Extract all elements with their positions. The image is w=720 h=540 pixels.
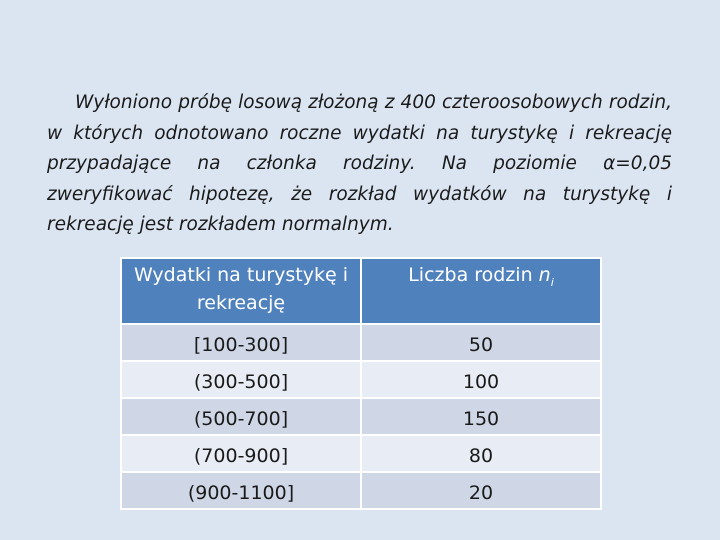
range-cell: [100-300]	[121, 324, 361, 361]
count-cell: 80	[361, 435, 601, 472]
header-subscript-i: i	[550, 275, 554, 289]
count-cell: 50	[361, 324, 601, 361]
problem-statement: Wyłoniono próbę losową złożoną z 400 czteroosobowych rodzin, w których odnotowano roczne wydatki na turystykę i rekreację przypadające na członka rodziny. Na poziomie α=0,05 zweryfikować hipotezę, że rozkład wydatków na turystykę i rekreację jest rozkładem normalnym.	[47, 92, 672, 236]
table-row	[121, 472, 601, 509]
expenditure-table	[120, 257, 602, 510]
table-row	[121, 361, 601, 398]
range-cell: (900-1100]	[121, 472, 361, 509]
header-expenditure: Wydatki na turystykę i rekreację	[121, 258, 361, 324]
count-cell: 20	[361, 472, 601, 509]
header-family-count-label: Liczba rodzin	[408, 264, 539, 286]
count-cell: 150	[361, 398, 601, 435]
table-row	[121, 398, 601, 435]
range-cell: (300-500]	[121, 361, 361, 398]
range-cell: (700-900]	[121, 435, 361, 472]
range-cell: (500-700]	[121, 398, 361, 435]
table-row	[121, 435, 601, 472]
count-cell: 100	[361, 361, 601, 398]
table-header-row	[121, 258, 601, 324]
header-variable-n: n	[538, 264, 551, 286]
header-family-count	[361, 258, 601, 324]
table-row	[121, 324, 601, 361]
